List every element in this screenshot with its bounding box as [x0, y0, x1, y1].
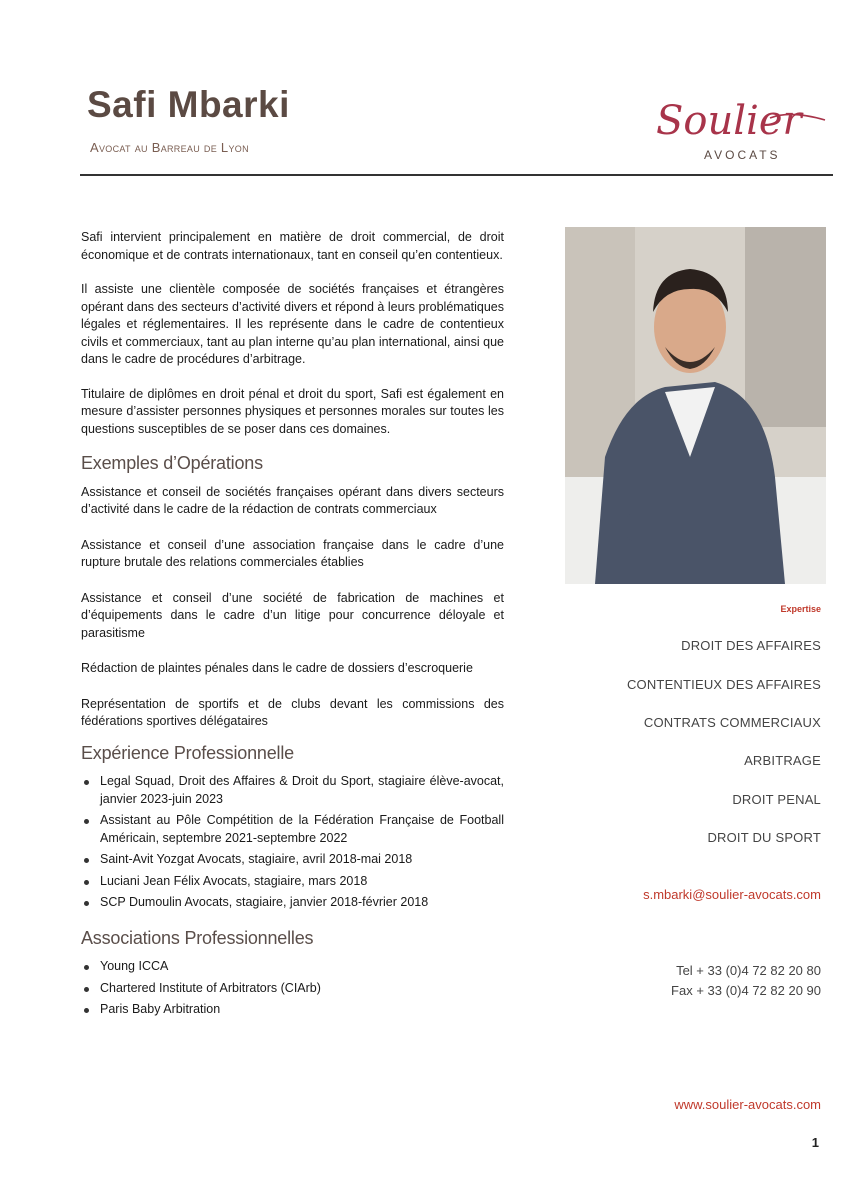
expertise-item: CONTENTIEUX DES AFFAIRES	[626, 677, 821, 692]
bio-paragraph-1: Safi intervient principalement en matière de droit commercial, de droit économique et de contrats internationaux, tant en conseil qu’en contentieux.	[81, 230, 504, 262]
svg-text:AVOCATS: AVOCATS	[704, 148, 781, 162]
bio-paragraph-2: Il assiste une clientèle composée de sociétés françaises et étrangères opérant dans des secteurs d’activité divers et répond à leurs problématiques légales et réglementaires. Il les représente dans le cadre de contentieux civils et commerciaux, tant au plan interne qu’au plan international, ainsi que dans le cadre de procédures d’arbitrage.	[81, 282, 504, 366]
association-item: Chartered Institute of Arbitrators (CIArb)	[81, 980, 504, 998]
phone-number: Tel + 33 (0)4 72 82 20 80	[676, 963, 821, 978]
experience-item: SCP Dumoulin Avocats, stagiaire, janvier 2018-février 2018	[81, 894, 504, 912]
page-number: 1	[811, 1135, 819, 1150]
bio-paragraph-3: Titulaire de diplômes en droit pénal et droit du sport, Safi est également en mesure d’assister personnes physiques et personnes morales sur toutes les questions susceptibles de se poser dans ces domaines.	[81, 386, 504, 436]
fax-number: Fax + 33 (0)4 72 82 20 90	[671, 983, 821, 998]
operation-item: Assistance et conseil d’une association française dans le cadre d’une rupture brutale des relations commerciales établies	[81, 537, 504, 569]
operations-heading: Exemples d’Opérations	[81, 453, 263, 473]
website-link[interactable]: www.soulier-avocats.com	[674, 1097, 821, 1112]
expertise-item: ARBITRAGE	[744, 753, 821, 768]
expertise-item: DROIT DES AFFAIRES	[681, 638, 821, 653]
experience-item: Legal Squad, Droit des Affaires & Droit du Sport, stagiaire élève-avocat, janvier 2023-juin 2023	[81, 773, 504, 808]
soulier-logo	[650, 88, 830, 163]
operation-item: Rédaction de plaintes pénales dans le cadre de dossiers d’escroquerie	[81, 661, 473, 675]
operation-item: Assistance et conseil de sociétés françaises opérant dans divers secteurs d’activité dans le cadre de la rédaction de contrats commerciaux	[81, 484, 504, 516]
email-link[interactable]: s.mbarki@soulier-avocats.com	[643, 887, 821, 902]
experience-list	[81, 773, 504, 912]
expertise-label: Expertise	[780, 604, 821, 614]
experience-item: Assistant au Pôle Compétition de la Fédération Française de Football Américain, septembre 2021-septembre 2022	[81, 812, 504, 847]
person-name: Safi Mbarki	[87, 84, 290, 125]
experience-item: Saint-Avit Yozgat Avocats, stagiaire, avril 2018-mai 2018	[81, 851, 504, 869]
operation-item: Assistance et conseil d’une société de fabrication de machines et d’équipements dans le cadre d’un litige pour concurrence déloyale et parasitisme	[81, 590, 504, 640]
associations-heading: Associations Professionnelles	[81, 927, 314, 948]
operation-item: Représentation de sportifs et de clubs devant les commissions des fédérations sportives délégataires	[81, 696, 504, 728]
main-column	[81, 229, 504, 1023]
svg-text:Soulier: Soulier	[656, 98, 802, 144]
experience-item: Luciani Jean Félix Avocats, stagiaire, mars 2018	[81, 873, 504, 891]
expertise-item: DROIT PENAL	[732, 792, 821, 807]
expertise-item: CONTRATS COMMERCIAUX	[643, 715, 821, 730]
association-item: Young ICCA	[81, 958, 504, 976]
portrait-photo	[565, 227, 826, 584]
experience-heading: Expérience Professionnelle	[81, 742, 294, 763]
associations-list	[81, 958, 504, 1019]
header-divider	[80, 174, 833, 176]
person-title: Avocat au Barreau de Lyon	[90, 140, 249, 155]
expertise-item: DROIT DU SPORT	[707, 830, 821, 845]
association-item: Paris Baby Arbitration	[81, 1001, 504, 1019]
